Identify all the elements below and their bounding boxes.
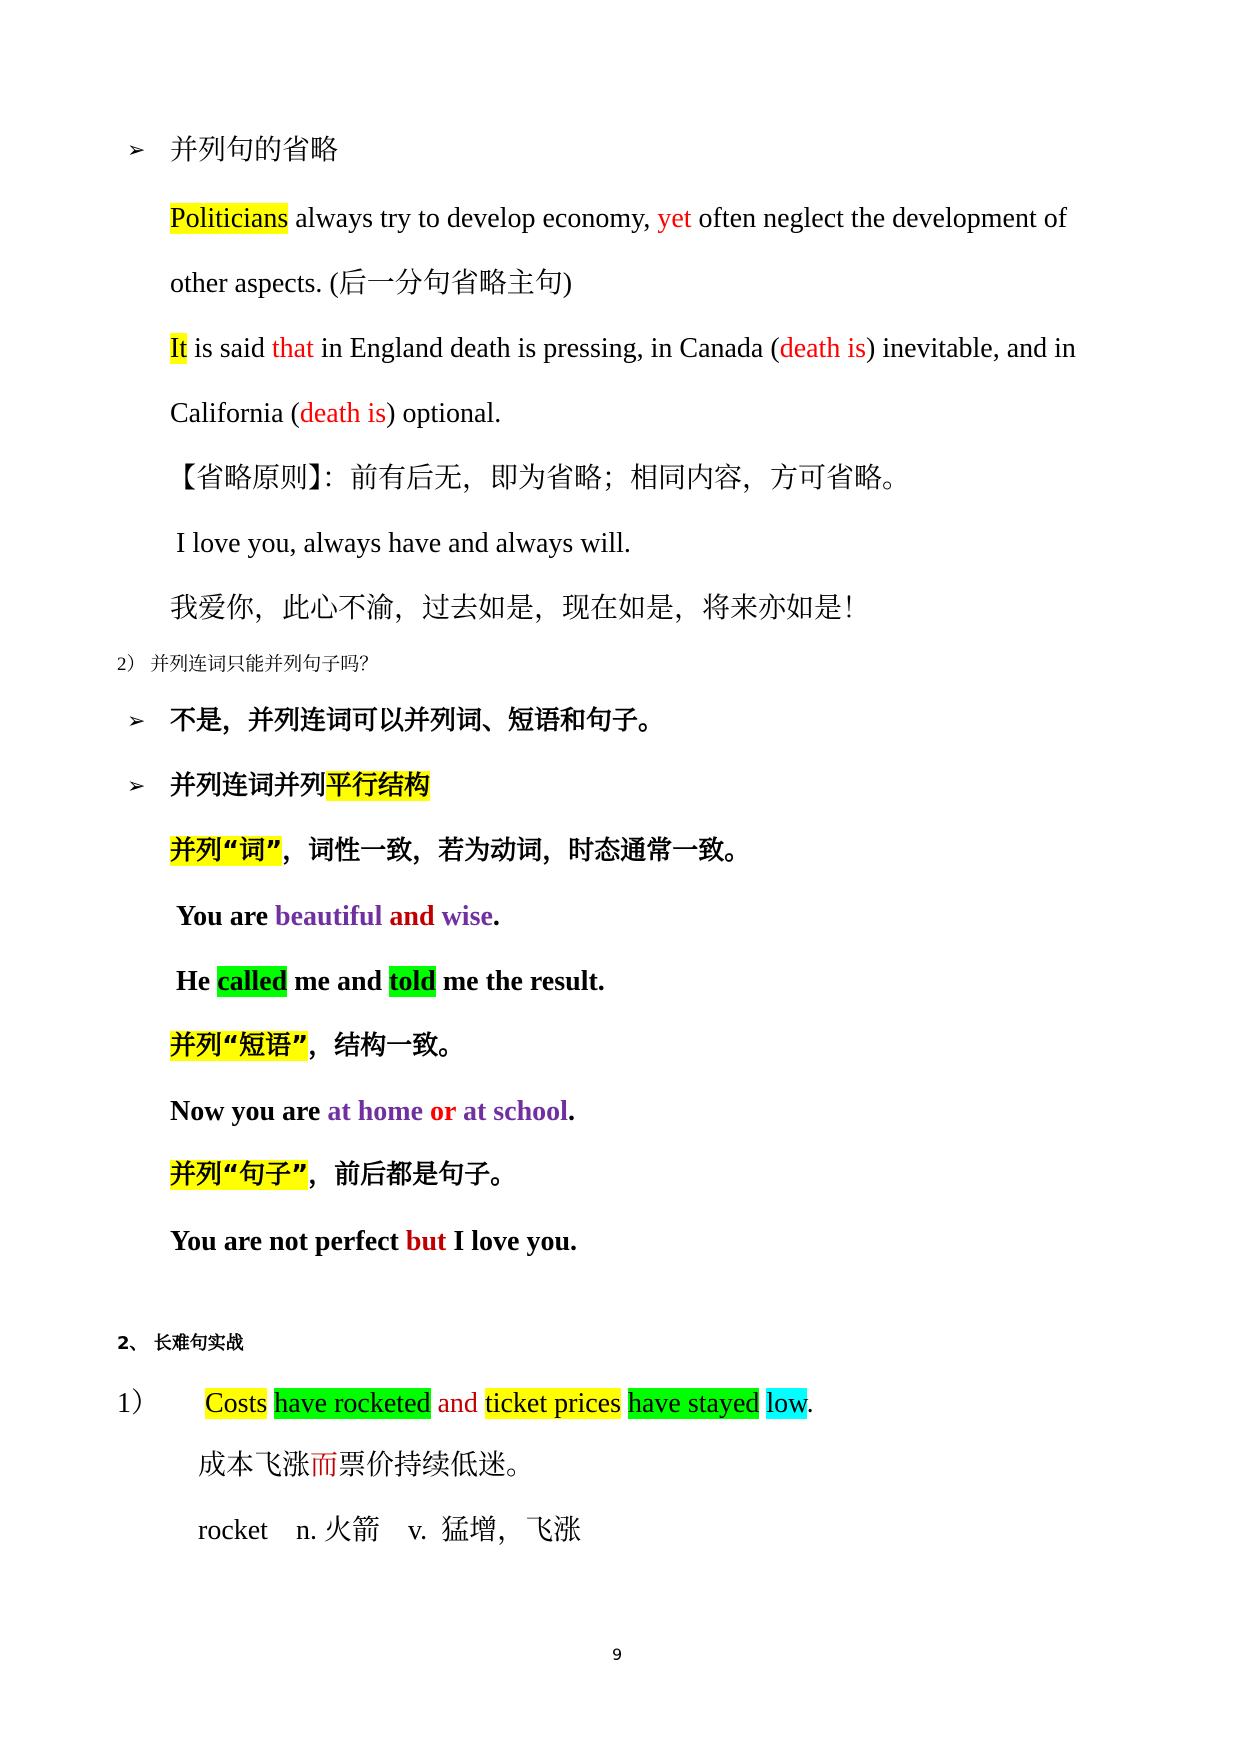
rule-clauses: 并列“句子”，前后都是句子。 (170, 1160, 517, 1190)
conjunction-yet: yet (657, 203, 692, 234)
rule-phrases: 并列“短语”，结构一致。 (170, 1031, 465, 1061)
highlighted-subject: Politicians (170, 203, 289, 234)
section-heading-long-sentences: 2、 长难句实战 (117, 1333, 244, 1354)
highlighted-term: 平行结构 (326, 771, 431, 801)
highlighted-term: 并列“句子” (170, 1160, 309, 1190)
example-love-cn: 我爱你，此心不渝，过去如是，现在如是，将来亦如是！ (170, 593, 871, 624)
rule-words: 并列“词”，词性一致，若为动词，时态通常一致。 (170, 836, 751, 866)
highlighted-subject: It (170, 333, 188, 364)
example-politicians: Politicians always try to develop economy, yet often neglect the development of (170, 203, 1068, 234)
highlighted-term: 并列“词” (170, 836, 283, 866)
ellipsis-principle: 【省略原则】：前有后无，即为省略；相同内容，方可省略。 (168, 463, 911, 494)
example-love-en: I love you, always have and always will. (176, 528, 631, 559)
example-death-cont: California (death is) optional. (170, 398, 502, 429)
page-number: 9 (612, 1645, 623, 1664)
omitted-words: death is (299, 398, 387, 429)
highlighted-subject: Costs (205, 1388, 268, 1419)
example-costs: Costs have rocketed and ticket prices have stayed low. (205, 1388, 814, 1419)
conjunction-and: and (437, 1388, 478, 1419)
highlighted-subject: ticket prices (484, 1388, 621, 1419)
example-beautiful: You are beautiful and wise. (176, 901, 500, 932)
highlighted-complement: low (766, 1388, 807, 1419)
highlighted-verb: told (389, 966, 436, 997)
question-text: 并列连词只能并列句子吗？ (150, 654, 379, 675)
arrow-bullet-icon: ➢ (127, 709, 146, 734)
vocab-rocket: rocket n. 火箭 v. 猛增，飞涨 (198, 1515, 582, 1546)
question-2 (117, 655, 378, 674)
arrow-bullet-icon: ➢ (127, 774, 146, 799)
answer-not-only-sentences: 不是，并列连词可以并列词、短语和句子。 (170, 706, 665, 736)
example-called-told: He called me and told me the result. (176, 966, 605, 997)
section-heading-ellipsis: 并列句的省略 (170, 135, 339, 166)
highlighted-verb: called (217, 966, 288, 997)
translation-costs: 成本飞涨而票价持续低迷。 (198, 1450, 535, 1481)
example-death: It is said that in England death is pressing, in Canada (death is) inevitable, and in (170, 333, 1076, 364)
item-1-label: 1） (117, 1388, 160, 1419)
example-politicians-cont: other aspects. (后一分句省略主句) (170, 268, 573, 299)
example-home-school: Now you are at home or at school. (170, 1096, 575, 1127)
arrow-bullet-icon: ➢ (127, 138, 146, 163)
example-not-perfect: You are not perfect but I love you. (170, 1226, 578, 1257)
question-label: 2） (117, 654, 146, 675)
omitted-words: death is (779, 333, 866, 364)
highlighted-verb: have rocketed (274, 1388, 431, 1419)
highlighted-term: 并列“短语” (170, 1031, 309, 1061)
answer-parallel-structure: 并列连词并列平行结构 (170, 771, 431, 801)
highlighted-verb: have stayed (628, 1388, 760, 1419)
